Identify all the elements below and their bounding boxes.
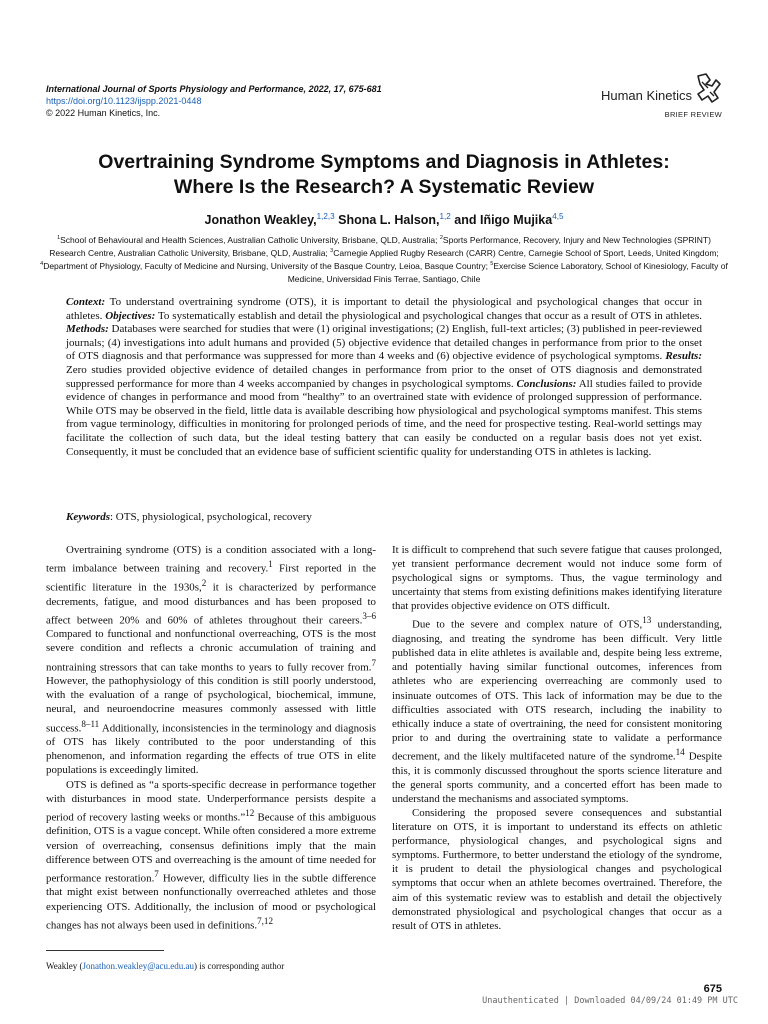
affil-marker: 2 [439,235,443,242]
page-number: 675 [703,983,722,995]
paper-title [40,150,728,200]
body-paragraph [392,613,722,805]
body-column-right [392,543,722,933]
affiliations [40,234,728,286]
citation-ref[interactable]: 7,12 [257,915,273,926]
body-column-left [46,543,376,932]
body-text: Despite this, it is commonly discussed throughout the sports science literature and the general sports community, and a concerted effort has been made to understand the mechanisms and associated symptoms. [392,750,722,805]
affiliation: Department of Physiology, Faculty of Medicine and Nursing, University of the Basque Country, Leioa, Basque Country; [43,261,491,271]
body-paragraph: Considering the proposed severe consequences and substantial literature on OTS, it is important to understand its effects on athletic performance, physiological changes, and psychological signs and symptoms. Furthermore, to better understand the etiology of the syndrome, it is prudent to detail the physiological changes and psychological symptoms that occur when an athlete becomes overtrained. Therefore, the aim of this systematic review was to establish and detail the objectively demonstrated physiological and psychological changes that occur as a result of OTS in athletes. [392,806,722,932]
author-name: Shona L. Halson, [334,213,440,227]
body-text: OTS is defined as “a sports-specific decrease in performance together with disturbances in mood state. Underperformance persists despite a period of recovery lasting weeks or months.” [46,778,376,824]
keywords-list: : OTS, physiological, psychological, recovery [110,511,312,523]
download-watermark: Unauthenticated | Downloaded 04/09/24 01:49 PM UTC [482,996,738,1006]
abstract-conclusions: All studies failed to provide evidence of changes in performance and mood from “healthy” to an overtrained state with evidence of prolonged suppression of performance. While OTS may be observed in the field, little data is available describing how physiological and psychological symptoms manifest. This stems from vague terminology, difficulties in monitoring for prolonged periods of time, and the need for prospective testing. Real-world settings may facilitate the collection of such data, but the ideal testing battery that can easily be conducted on a regular basis does not yet exist. Consequently, it must be concluded that an evidence base of sufficient scientific quality for understanding OTS in athletes is lacking. [66,377,702,458]
journal-name: International Journal of Sports Physiology and Performance, [46,84,307,94]
footnote-divider [46,950,164,951]
body-text: Compared to functional and nonfunctional overreaching, OTS is the most severe condition and reflects a chronic accumulation of training and nontraining stressors that can take months to years to fully recover from. [46,628,376,674]
body-paragraph [46,543,376,778]
author-name: and Iñigo Mujika [450,213,553,227]
affiliation: Exercise Science Laboratory, School of Kinesiology, Faculty of Medicine, Universidad Finis Terrae, Santiago, Chile [287,261,728,284]
citation-ref[interactable]: 3–6 [362,610,376,621]
doi-link[interactable]: https://doi.org/10.1123/ijspp.2021-0448 [46,96,202,106]
abstract-objectives-label: Objectives: [105,309,156,322]
abstract-methods-label: Methods: [66,323,109,336]
abstract-context-label: Context: [66,296,106,308]
citation-ref[interactable]: 2 [201,577,207,588]
author-name: Jonathon Weakley, [204,213,317,227]
title-line-1: Overtraining Syndrome Symptoms and Diagnosis in Athletes: [98,151,670,173]
affiliation: School of Behavioural and Health Sciences, Australian Catholic University, Brisbane, QLD, Australia; [60,235,440,245]
keywords-label: Keywords [66,511,110,523]
footnote-text: Weakley ( [46,961,83,971]
author-affil-ref[interactable]: 4,5 [552,211,564,221]
abstract-objectives: To systematically establish and detail the physiological and psychological changes that occur as a result of OTS in athletes. [155,309,702,322]
body-text: it is characterized by performance decrements, fatigue, and mood disturbances and has been proposed to affect between 20% and 60% of athletes throughout their careers. [46,581,376,627]
body-text: Because of this ambiguous definition, OTS is a vague concept. While often considered a more extreme version of overreaching, consensus definitions imply that the main difference between OTS and overreaching is the amount of time needed for performance restoration. [46,811,377,885]
affil-marker: 5 [490,261,494,268]
copyright: © 2022 Human Kinetics, Inc. [46,108,161,118]
body-text: However, the pathophysiology of this condition is still poorly understood, with the evaluation of a range of psychological, biochemical, immune, neural, and neuroendocrine measures commonly assessed with little success. [46,675,376,735]
citation-ref[interactable]: 7 [154,868,159,879]
body-text: Due to the severe and complex nature of OTS, [412,619,643,632]
body-text: However, difficulty lies in the subtle difference that might exist between nonfunctionally overreached athletes and those experiencing OTS. Additionally, the inclusion of mood or psychological changes has not always been used in definitions. [46,872,377,932]
journal-volume: 2022, 17, 675-681 [308,84,382,94]
abstract-conclusions-label: Conclusions: [516,377,577,390]
abstract-methods: Databases were searched for studies that were (1) original investigations; (2) English, full-text articles; (3) published in peer-reviewed journals; (4) investigations into adult humans and provided (5) objective evidence that detailed changes in performance from prior to the onset of OTS diagnosis and that performance was suppressed for more than 4 weeks and (6) objective evidence of psychological symptoms. [66,323,702,363]
body-paragraph [46,778,376,933]
abstract-context: To understand overtraining syndrome (OTS), it is important to detail the physiological and psychological changes that occur in athletes. [66,296,702,322]
journal-header [46,83,466,119]
body-text: Overtraining syndrome (OTS) is a condition associated with a long-term imbalance between training and recovery. [46,544,376,575]
citation-ref[interactable]: 7 [371,657,376,668]
corresponding-email-link[interactable]: Jonathon.weakley@acu.edu.au [82,961,195,971]
citation-ref[interactable]: 8–11 [81,718,100,729]
body-text: First reported in the scientific literature in the 1930s, [46,562,376,594]
body-paragraph: It is difficult to comprehend that such severe fatigue that causes prolonged, yet transient performance decrement would not induce some form of psychological signs or symptoms. Thus, the vague terminology and uncertainty that stems from existing definitions makes identifying literature that provides objective evidence on OTS difficult. [392,544,722,613]
publisher-name: Human Kinetics [600,88,692,103]
author-list [40,213,728,227]
affil-marker: 3 [330,248,334,255]
author-affil-ref[interactable]: 1,2 [439,211,451,221]
abstract-results: Zero studies provided objective evidence of detailed changes in performance from prior to the onset of OTS diagnosis and demonstrated suppressed performance for more than 4 weeks accompanied by changes in psychological symptoms. [66,363,702,390]
author-affil-ref[interactable]: 1,2,3 [316,211,335,221]
journal-citation [46,83,466,95]
footnote-text: ) is corresponding author [194,961,285,971]
article-type: BRIEF REVIEW [664,110,722,119]
body-text: Additionally, inconsistencies in the terminology and diagnosis of OTS has likely contributed to the poor understanding of this phenomenon, and information regarding the effects of true OTS in elite populations is exceedingly limited. [46,722,376,777]
citation-ref[interactable]: 1 [268,559,273,570]
citation-ref[interactable]: 14 [675,746,685,757]
body-text: understanding, diagnosing, and treating the syndrome has been difficult. Very little published data in elite athletes is available and, despite being less extreme, and potentially having similar functional outcomes, inferences from athletes who are experiencing overreaching are commonly used to insinuate outcomes of OTS. This lack of information may be due to the difficulties associated with OTS research, including the inability to ethically induce a state of overtraining, the need for consistent monitoring prior to and during the overtraining state to validate a performance decrement, and the likely multifaceted nature of the syndrome. [392,619,722,763]
affil-marker: 4 [40,261,44,268]
citation-ref[interactable]: 12 [245,807,255,818]
abstract-results-label: Results: [665,350,702,363]
abstract [66,296,702,459]
human-kinetics-logo-icon [694,72,722,106]
affil-marker: 1 [57,235,61,242]
keywords [66,511,702,523]
affiliation: Carnegie Applied Rugby Research (CARR) Centre, Carnegie School of Sport, Leeds, United Kingdom; [333,248,719,258]
footnote [46,961,284,971]
affiliation: Sports Performance, Recovery, Injury and New Technologies (SPRINT) Research Centre, Australian Catholic University, Brisbane, QLD, Australia; [49,235,711,258]
citation-ref[interactable]: 13 [642,615,652,626]
title-line-2: Where Is the Research? A Systematic Review [173,176,595,198]
